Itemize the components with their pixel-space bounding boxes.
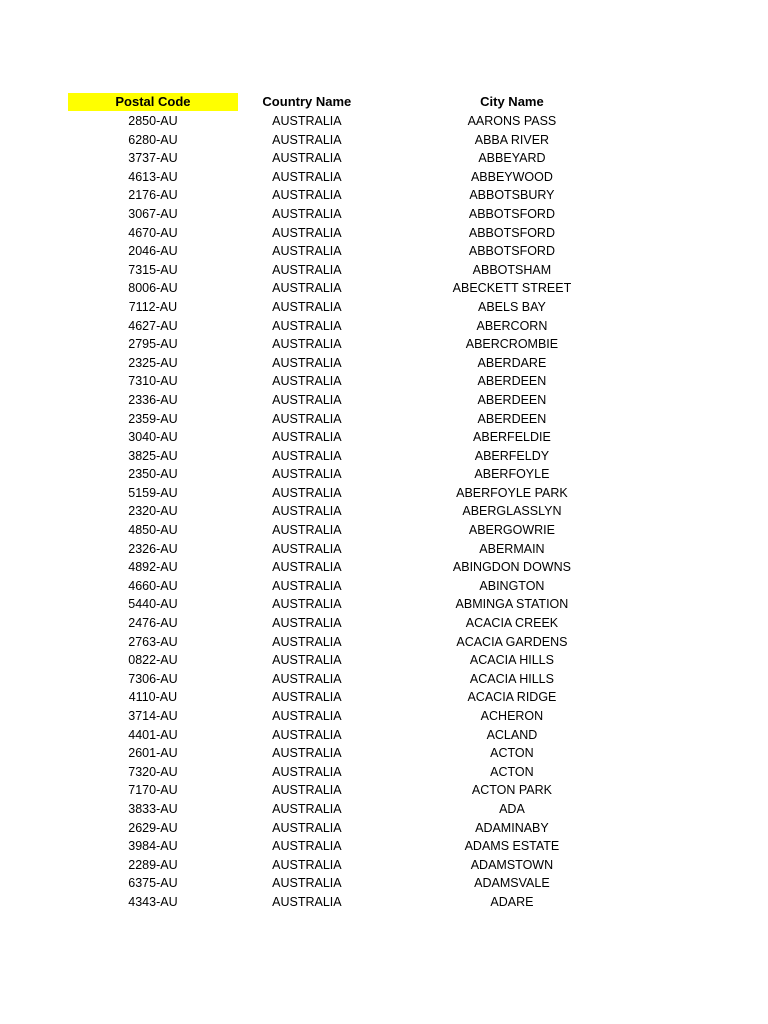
country-name-cell: AUSTRALIA xyxy=(272,727,342,742)
country-name-cell: AUSTRALIA xyxy=(272,634,342,649)
postal-code-cell: 0822-AU xyxy=(128,653,178,668)
postal-code-cell: 3714-AU xyxy=(128,709,178,723)
postal-code-cell: 3984-AU xyxy=(128,839,178,854)
country-name-cell: AUSTRALIA xyxy=(272,541,342,556)
table-row xyxy=(68,577,648,596)
table-row xyxy=(68,484,648,503)
table-row xyxy=(68,670,648,689)
country-name-cell: AUSTRALIA xyxy=(272,597,342,612)
table-row xyxy=(68,540,648,559)
city-name-cell: ACTON PARK xyxy=(471,783,552,798)
postal-code-cell: 4892-AU xyxy=(128,560,178,575)
country-name-cell: AUSTRALIA xyxy=(272,894,342,909)
city-name-cell: ABERDEEN xyxy=(477,374,547,389)
city-name-cell: ABERMAIN xyxy=(479,541,545,556)
postal-code-cell: 4670-AU xyxy=(128,225,178,240)
table-row xyxy=(68,595,648,614)
country-name-header: Country Name xyxy=(262,93,352,109)
city-name-cell: ABERFELDIE xyxy=(473,430,551,445)
postal-code-cell: 7310-AU xyxy=(128,374,178,389)
city-name-cell: ABMINGA STATION xyxy=(455,597,569,612)
city-name-cell: ABBEYWOOD xyxy=(470,169,553,184)
country-name-cell: AUSTRALIA xyxy=(272,857,342,872)
city-name-cell: ACHERON xyxy=(480,709,544,723)
table-row xyxy=(68,149,648,168)
postal-code-cell: 3737-AU xyxy=(128,151,178,166)
table-row xyxy=(68,465,648,484)
postal-code-cell: 7112-AU xyxy=(128,299,178,314)
postal-code-cell: 6280-AU xyxy=(128,132,178,147)
table-row xyxy=(68,874,648,893)
country-name-cell: AUSTRALIA xyxy=(272,485,342,500)
postal-code-cell: 2795-AU xyxy=(128,337,178,352)
city-name-header: City Name xyxy=(480,93,544,109)
postal-code-cell: 2601-AU xyxy=(128,746,178,761)
country-name-cell: AUSTRALIA xyxy=(272,262,342,277)
table-row xyxy=(68,354,648,373)
country-name-cell: AUSTRALIA xyxy=(272,206,342,221)
city-name-cell: ABERFOYLE PARK xyxy=(456,485,568,500)
postal-code-table xyxy=(68,92,648,912)
table-row xyxy=(68,856,648,875)
country-name-cell: AUSTRALIA xyxy=(272,876,342,891)
postal-code-cell: 2326-AU xyxy=(128,541,178,556)
postal-code-cell: 7170-AU xyxy=(128,783,178,798)
city-name-cell: ABERDARE xyxy=(477,355,547,370)
city-name-cell: ADAMINABY xyxy=(475,820,549,835)
postal-code-cell: 2629-AU xyxy=(128,820,178,835)
postal-code-header: Postal Code xyxy=(68,93,238,112)
postal-code-cell: 5159-AU xyxy=(128,485,178,500)
city-name-cell: ABERDEEN xyxy=(477,411,547,426)
city-name-cell: ABERGOWRIE xyxy=(468,523,555,538)
postal-code-cell: 2359-AU xyxy=(128,411,178,426)
table-row xyxy=(68,186,648,205)
postal-code-cell: 2350-AU xyxy=(128,467,178,482)
table-row xyxy=(68,707,648,726)
city-name-cell: ACACIA HILLS xyxy=(469,653,554,668)
postal-code-cell: 2046-AU xyxy=(128,244,178,259)
table-row xyxy=(68,112,648,131)
table-row xyxy=(68,447,648,466)
table-row xyxy=(68,410,648,429)
country-name-cell: AUSTRALIA xyxy=(272,578,342,593)
country-name-cell: AUSTRALIA xyxy=(272,504,342,519)
country-name-cell: AUSTRALIA xyxy=(272,169,342,184)
city-name-cell: ADARE xyxy=(490,894,534,909)
city-name-cell: ADA xyxy=(499,801,525,816)
city-name-cell: ABINGTON xyxy=(479,578,545,593)
city-name-cell: ABERFELDY xyxy=(474,448,550,463)
table-row xyxy=(68,688,648,707)
table-row xyxy=(68,800,648,819)
table-row xyxy=(68,242,648,261)
table-row xyxy=(68,335,648,354)
postal-code-cell: 2763-AU xyxy=(128,634,178,649)
country-name-cell: AUSTRALIA xyxy=(272,690,342,705)
table-row xyxy=(68,428,648,447)
table-row xyxy=(68,372,648,391)
country-name-cell: AUSTRALIA xyxy=(272,616,342,631)
table-row xyxy=(68,502,648,521)
postal-code-cell: 3833-AU xyxy=(128,801,178,816)
country-name-cell: AUSTRALIA xyxy=(272,523,342,538)
table-row xyxy=(68,744,648,763)
country-name-cell: AUSTRALIA xyxy=(272,337,342,352)
table-row xyxy=(68,781,648,800)
city-name-cell: ABBOTSFORD xyxy=(468,206,555,221)
table-row xyxy=(68,317,648,336)
city-name-cell: ABINGDON DOWNS xyxy=(452,560,571,575)
city-name-cell: ABELS BAY xyxy=(478,299,546,314)
table-row xyxy=(68,763,648,782)
table-row xyxy=(68,633,648,652)
country-name-cell: AUSTRALIA xyxy=(272,709,342,723)
table-row xyxy=(68,726,648,745)
table-row xyxy=(68,205,648,224)
postal-code-cell: 7306-AU xyxy=(128,671,178,686)
city-name-cell: ABERGLASSLYN xyxy=(462,504,562,519)
table-row xyxy=(68,837,648,856)
postal-code-cell: 4627-AU xyxy=(128,318,178,333)
country-name-cell: AUSTRALIA xyxy=(272,299,342,314)
country-name-cell: AUSTRALIA xyxy=(272,764,342,779)
table-row xyxy=(68,168,648,187)
city-name-cell: AARONS PASS xyxy=(467,114,557,128)
postal-code-cell: 2176-AU xyxy=(128,188,178,203)
postal-code-cell: 2289-AU xyxy=(128,857,178,872)
table-row xyxy=(68,391,648,410)
country-name-cell: AUSTRALIA xyxy=(272,839,342,854)
postal-code-cell: 2320-AU xyxy=(128,504,178,519)
table-row xyxy=(68,279,648,298)
city-name-cell: ADAMS ESTATE xyxy=(464,839,560,854)
table-row xyxy=(68,298,648,317)
city-name-cell: ABBEYARD xyxy=(478,151,546,166)
country-name-cell: AUSTRALIA xyxy=(272,653,342,668)
city-name-cell: ABECKETT STREET xyxy=(452,281,572,296)
country-name-cell: AUSTRALIA xyxy=(272,281,342,296)
table-row xyxy=(68,261,648,280)
country-name-cell: AUSTRALIA xyxy=(272,467,342,482)
country-name-cell: AUSTRALIA xyxy=(272,355,342,370)
table-row xyxy=(68,224,648,243)
postal-code-cell: 2336-AU xyxy=(128,392,178,407)
postal-code-cell: 6375-AU xyxy=(128,876,178,891)
postal-code-cell: 3067-AU xyxy=(128,206,178,221)
city-name-cell: ABERCORN xyxy=(476,318,548,333)
table-row xyxy=(68,521,648,540)
table-row xyxy=(68,893,648,912)
city-name-cell: ABBOTSFORD xyxy=(468,225,555,240)
country-name-cell: AUSTRALIA xyxy=(272,411,342,426)
country-name-cell: AUSTRALIA xyxy=(272,448,342,463)
city-name-cell: ABERDEEN xyxy=(477,392,547,407)
country-name-cell: AUSTRALIA xyxy=(272,801,342,816)
country-name-cell: AUSTRALIA xyxy=(272,671,342,686)
postal-code-cell: 4660-AU xyxy=(128,578,178,593)
city-name-cell: ADAMSTOWN xyxy=(470,857,554,872)
table-row xyxy=(68,651,648,670)
table-row xyxy=(68,614,648,633)
city-name-cell: ABBOTSFORD xyxy=(468,244,555,259)
city-name-cell: ACACIA RIDGE xyxy=(467,690,557,705)
table-row xyxy=(68,819,648,838)
city-name-cell: ABBOTSHAM xyxy=(472,262,552,277)
country-name-cell: AUSTRALIA xyxy=(272,132,342,147)
postal-code-cell: 3825-AU xyxy=(128,448,178,463)
postal-code-cell: 8006-AU xyxy=(128,281,178,296)
city-name-cell: ABBOTSBURY xyxy=(469,188,555,203)
country-name-cell: AUSTRALIA xyxy=(272,318,342,333)
city-name-cell: ACTON xyxy=(490,746,534,761)
country-name-cell: AUSTRALIA xyxy=(272,560,342,575)
city-name-cell: ACACIA HILLS xyxy=(469,671,554,686)
country-name-cell: AUSTRALIA xyxy=(272,225,342,240)
city-name-cell: ABERFOYLE xyxy=(474,467,550,482)
postal-code-cell: 4110-AU xyxy=(128,690,178,705)
city-name-cell: ACLAND xyxy=(486,727,538,742)
country-name-cell: AUSTRALIA xyxy=(272,783,342,798)
city-name-cell: ABBA RIVER xyxy=(474,132,550,147)
country-name-cell: AUSTRALIA xyxy=(272,392,342,407)
city-name-cell: ABERCROMBIE xyxy=(465,337,559,352)
postal-code-cell: 5440-AU xyxy=(128,597,178,612)
country-name-cell: AUSTRALIA xyxy=(272,188,342,203)
postal-code-cell: 2325-AU xyxy=(128,355,178,370)
postal-code-cell: 4850-AU xyxy=(128,523,178,538)
header-row xyxy=(68,92,648,112)
country-name-cell: AUSTRALIA xyxy=(272,114,342,128)
postal-code-cell: 4343-AU xyxy=(128,894,178,909)
country-name-cell: AUSTRALIA xyxy=(272,746,342,761)
country-name-cell: AUSTRALIA xyxy=(272,244,342,259)
postal-code-cell: 4613-AU xyxy=(128,169,178,184)
city-name-cell: ACACIA CREEK xyxy=(465,616,559,631)
table-body xyxy=(68,112,648,912)
postal-code-cell: 7320-AU xyxy=(128,764,178,779)
city-name-cell: ACACIA GARDENS xyxy=(456,634,568,649)
country-name-cell: AUSTRALIA xyxy=(272,430,342,445)
city-name-cell: ADAMSVALE xyxy=(474,876,550,891)
city-name-cell: ACTON xyxy=(490,764,534,779)
postal-code-cell: 7315-AU xyxy=(128,262,178,277)
postal-code-cell: 3040-AU xyxy=(128,430,178,445)
postal-code-cell: 2476-AU xyxy=(128,616,178,631)
postal-code-cell: 4401-AU xyxy=(128,727,178,742)
table-row xyxy=(68,131,648,150)
table-row xyxy=(68,558,648,577)
country-name-cell: AUSTRALIA xyxy=(272,820,342,835)
postal-code-cell: 2850-AU xyxy=(128,114,178,128)
country-name-cell: AUSTRALIA xyxy=(272,374,342,389)
country-name-cell: AUSTRALIA xyxy=(272,151,342,166)
